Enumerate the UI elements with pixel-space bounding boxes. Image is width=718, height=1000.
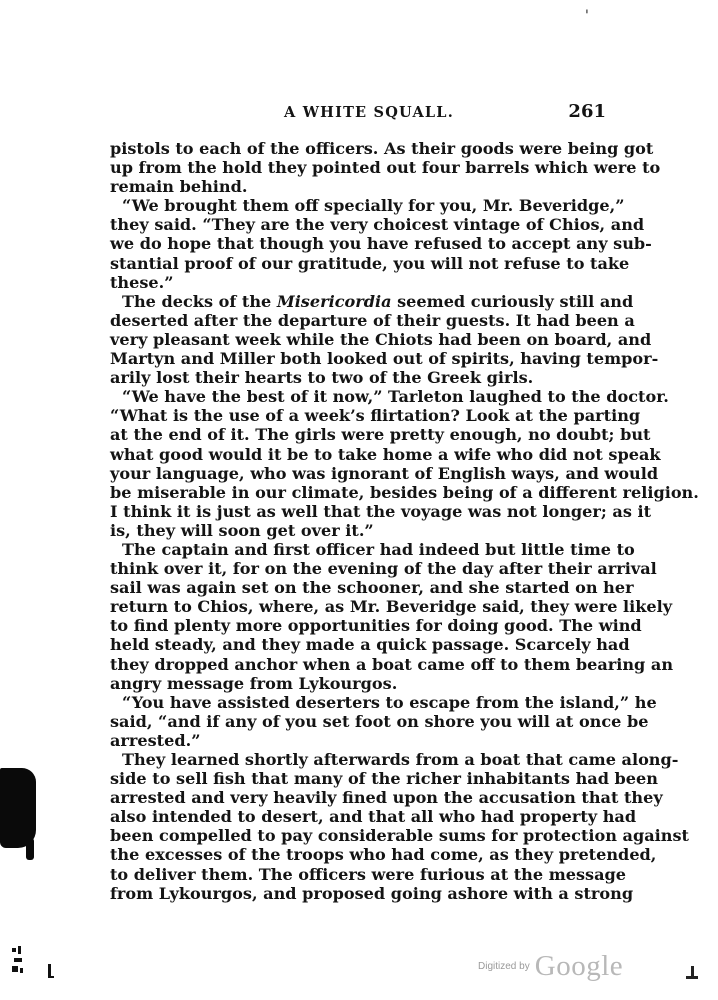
text-line: “You have assisted deserters to escape from the island,” he: [122, 692, 657, 712]
digitized-by-label: Digitized by: [478, 961, 530, 972]
text-fragment: The decks of the: [122, 291, 272, 311]
ink-blot-left-margin: [0, 768, 36, 848]
text-line: be miserable in our climate, besides being of a different religion.: [110, 482, 699, 502]
text-fragment: seemed curiously still and: [397, 291, 634, 311]
page-number: 261: [568, 101, 606, 122]
text-line: The captain and first officer had indeed but little time to: [122, 539, 635, 559]
text-line-with-italic: [110, 291, 634, 311]
text-line: to find plenty more opportunities for doing good. The wind: [110, 616, 642, 636]
text-line: side to sell fish that many of the richer inhabitants had been: [110, 769, 658, 789]
text-line: “What is the use of a week’s flirtation? Look at the parting: [110, 406, 641, 426]
text-line: arrested and very heavily fined upon the accusation that they: [110, 788, 663, 808]
text-line: Martyn and Miller both looked out of spirits, having tempor-: [110, 349, 659, 369]
text-line: we do hope that though you have refused to accept any sub-: [110, 234, 652, 254]
google-logo: Google: [534, 950, 624, 982]
text-line: deserted after the departure of their guests. It had been a: [110, 310, 635, 330]
google-watermark: [478, 950, 623, 986]
text-line: sail was again set on the schooner, and she started on her: [110, 578, 634, 598]
page-header: [112, 101, 612, 128]
ship-name-italic: Misericordia: [276, 291, 392, 311]
body-text: [110, 139, 699, 903]
text-line: stantial proof of our gratitude, you will not refuse to take: [110, 253, 630, 273]
text-line: think over it, for on the evening of the day after their arrival: [110, 559, 657, 579]
text-line: at the end of it. The girls were pretty enough, no doubt; but: [110, 425, 651, 445]
text-line: been compelled to pay considerable sums for protection against: [110, 826, 689, 846]
scan-artifact-bottom-left: [12, 944, 52, 984]
text-line: arily lost their hearts to two of the Greek girls.: [110, 368, 534, 388]
top-scan-mark: ': [585, 8, 589, 24]
text-line: return to Chios, where, as Mr. Beveridge said, they were likely: [110, 597, 673, 617]
scan-artifact-bottom-right: [686, 966, 700, 980]
text-line: your language, who was ignorant of English ways, and would: [110, 463, 659, 483]
ink-blot-left-margin: [26, 838, 34, 860]
text-line: the excesses of the troops who had come, as they pretended,: [110, 845, 657, 865]
text-line: to deliver them. The officers were furious at the message: [110, 864, 627, 884]
text-line: pistols to each of the officers. As their goods were being got: [110, 139, 654, 158]
text-line: angry message from Lykourgos.: [110, 673, 398, 693]
text-line: arrested.”: [110, 730, 201, 750]
text-line: “We have the best of it now,” Tarleton laughed to the doctor.: [122, 387, 669, 407]
text-line: what good would it be to take home a wife who did not speak: [110, 444, 661, 464]
text-line: these.”: [110, 272, 174, 292]
text-line: held steady, and they made a quick passage. Scarcely had: [110, 635, 630, 655]
text-line: remain behind.: [110, 177, 248, 197]
text-line: they said. “They are the very choicest vintage of Chios, and: [110, 215, 645, 235]
text-line: from Lykourgos, and proposed going ashore with a strong: [110, 883, 634, 903]
text-line: very pleasant week while the Chiots had been on board, and: [110, 329, 652, 349]
text-line: they dropped anchor when a boat came off to them bearing an: [110, 654, 674, 674]
text-line: “We brought them off specially for you, Mr. Beveridge,”: [122, 196, 625, 216]
text-line: They learned shortly afterwards from a boat that came along-: [122, 750, 679, 769]
text-line: said, “and if any of you set foot on shore you will at once be: [110, 711, 649, 731]
running-title: A WHITE SQUALL.: [284, 104, 454, 121]
text-line: is, they will soon get over it.”: [110, 520, 374, 540]
text-line: up from the hold they pointed out four barrels which were to: [110, 158, 661, 178]
text-line: I think it is just as well that the voyage was not longer; as it: [110, 501, 652, 521]
text-line: also intended to desert, and that all who had property had: [110, 807, 637, 827]
